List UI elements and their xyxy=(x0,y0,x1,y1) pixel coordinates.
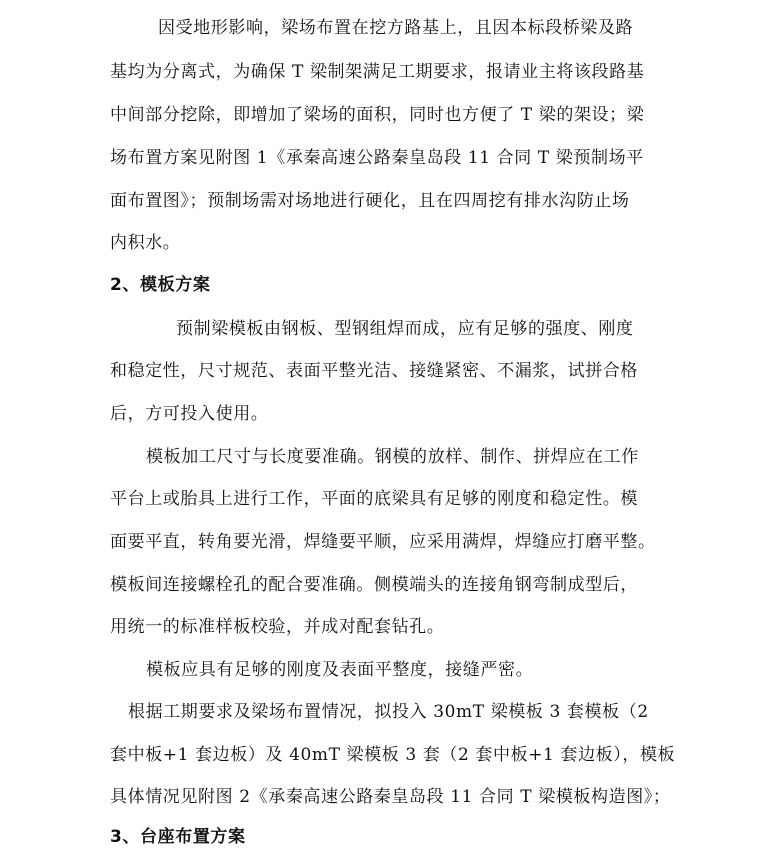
paragraph-1-line-4: 场布置方案见附图 1《承秦高速公路秦皇岛段 11 合同 T 梁预制场平 xyxy=(110,148,644,168)
paragraph-5-line-3: 具体情况见附图 2《承秦高速公路秦皇岛段 11 合同 T 梁模板构造图》； xyxy=(110,787,671,807)
paragraph-5-line-2: 套中板+1 套边板）及 40mT 梁模板 3 套（2 套中板+1 套边板），模板 xyxy=(110,745,676,765)
paragraph-2-line-2: 和稳定性，尺寸规范、表面平整光洁、接缝紧密、不漏浆，试拼合格 xyxy=(110,361,638,381)
paragraph-1-line-1: 因受地形影响，梁场布置在挖方路基上，且因本标段桥梁及路 xyxy=(158,18,634,38)
paragraph-2-line-3: 后，方可投入使用。 xyxy=(110,404,269,424)
paragraph-1-line-3: 中间部分挖除，即增加了梁场的面积，同时也方便了 T 梁的架设；梁 xyxy=(110,105,645,125)
paragraph-3-line-5: 用统一的标准样板校验，并成对配套钻孔。 xyxy=(110,617,445,637)
paragraph-1-line-6: 内积水。 xyxy=(110,233,181,253)
paragraph-1-line-5: 面布置图》；预制场需对场地进行硬化，且在四周挖有排水沟防止场 xyxy=(110,191,630,211)
paragraph-3-line-1: 模板加工尺寸与长度要准确。钢模的放样、制作、拼焊应在工作 xyxy=(146,447,639,467)
section-3-heading: 3、台座布置方案 xyxy=(110,827,246,847)
paragraph-4-line-1: 模板应具有足够的刚度及表面平整度，接缝严密。 xyxy=(146,660,534,680)
paragraph-5-line-1: 根据工期要求及梁场布置情况，拟投入 30mT 梁模板 3 套模板（2 xyxy=(128,702,649,722)
paragraph-3-line-4: 模板间连接螺栓孔的配合要准确。侧模端头的连接角钢弯制成型后， xyxy=(110,575,638,595)
paragraph-3-line-3: 面要平直，转角要光滑，焊缝要平顺，应采用满焊，焊缝应打磨平整。 xyxy=(110,532,656,552)
section-2-heading: 2、模板方案 xyxy=(110,275,211,295)
paragraph-3-line-2: 平台上或胎具上进行工作，平面的底梁具有足够的刚度和稳定性。模 xyxy=(110,489,638,509)
paragraph-2-line-1: 预制梁模板由钢板、型钢组焊而成，应有足够的强度、刚度 xyxy=(176,319,634,339)
paragraph-1-line-2: 基均为分离式，为确保 T 梁制架满足工期要求，报请业主将该段路基 xyxy=(110,62,645,82)
